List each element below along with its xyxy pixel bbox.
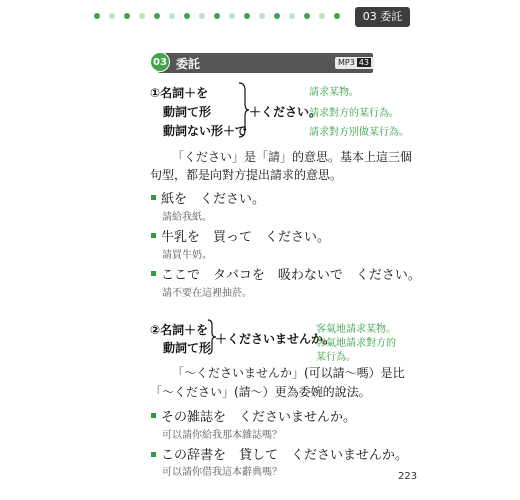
chapter-tab[interactable]: 03 委託 <box>355 7 410 27</box>
decorative-dot <box>289 13 295 19</box>
decorative-dot <box>319 13 325 19</box>
bullet-icon <box>151 195 156 200</box>
bullet-icon <box>151 233 156 238</box>
pattern2-ending: ＋くださいませんか。 <box>215 332 336 346</box>
example2-2-translation: 可以請你借我這本辭典嗎？ <box>162 467 282 478</box>
decorative-dot <box>199 13 205 19</box>
mp3-track-label[interactable] <box>335 57 374 69</box>
section-title: 委託 <box>176 57 201 71</box>
example2-1-sentence: その雑誌を くださいませんか。 <box>161 410 357 425</box>
example1-3-translation: 請不要在這裡抽菸。 <box>162 288 252 299</box>
decorative-dot <box>94 13 100 19</box>
pattern1-line-2: 動詞て形 <box>163 105 212 119</box>
example2-1-translation: 可以請你給我那本雜誌嗎？ <box>162 430 282 441</box>
pattern2-note-3: 某行為。 <box>316 352 356 363</box>
bullet-icon <box>151 452 156 457</box>
pattern2-line-2: 動詞て形 <box>163 341 212 355</box>
example1-1-sentence: 紙を ください。 <box>161 192 266 207</box>
decorative-dot <box>214 13 220 19</box>
decorative-dot <box>139 13 145 19</box>
example1-3-sentence: ここで タバコを 吸わないで ください。 <box>161 268 421 283</box>
decorative-dot <box>274 13 280 19</box>
decorative-dot <box>304 13 310 19</box>
pattern2-note-1: 客氣地請求某物。 <box>316 324 396 335</box>
explanation1-line-2: 句型，都是向對方提出請求的意思。 <box>150 168 343 182</box>
decorative-dot <box>334 13 340 19</box>
page-number: 223 <box>398 471 418 482</box>
example1-1-translation: 請給我紙。 <box>162 212 212 223</box>
pattern1-note-1: 請求某物。 <box>309 87 359 98</box>
decorative-dot <box>154 13 160 19</box>
example1-2-translation: 請買牛奶。 <box>162 250 212 261</box>
decorative-dot-row <box>94 13 340 19</box>
pattern1-line-3: 動詞ない形＋で <box>163 124 248 138</box>
pattern2-note-2: 客氣地請求對方的 <box>316 338 396 349</box>
mp3-track-number: 43 <box>358 58 370 67</box>
bullet-icon <box>151 413 156 418</box>
example1-2-sentence: 牛乳を 買って ください。 <box>161 230 331 245</box>
pattern1-ending: ＋ください。 <box>249 105 322 119</box>
explanation2-line-1: 「～くださいませんか」(可以請～嗎）是比 <box>172 366 405 380</box>
decorative-dot <box>244 13 250 19</box>
decorative-dot <box>184 13 190 19</box>
explanation1-line-1: 「ください」是「請」的意思。基本上這三個 <box>172 150 413 164</box>
decorative-dot <box>259 13 265 19</box>
pattern1-line-1: ①名詞＋を <box>150 86 209 100</box>
mp3-label: MP3 <box>338 58 355 67</box>
example2-2-sentence: この辞書を 貸して くださいませんか。 <box>161 448 409 463</box>
explanation2-line-2: 「～ください」(請～）更為委婉的說法。 <box>150 385 371 399</box>
decorative-dot <box>109 13 115 19</box>
bullet-icon <box>151 271 156 276</box>
pattern2-line-1: ②名詞＋を <box>150 323 209 337</box>
pattern1-note-3: 請求對方別做某行為。 <box>309 127 409 138</box>
decorative-dot <box>124 13 130 19</box>
decorative-dot <box>229 13 235 19</box>
pattern1-note-2: 請求對方的某行為。 <box>309 108 399 119</box>
section-number-badge: 03 <box>150 52 170 72</box>
decorative-dot <box>169 13 175 19</box>
